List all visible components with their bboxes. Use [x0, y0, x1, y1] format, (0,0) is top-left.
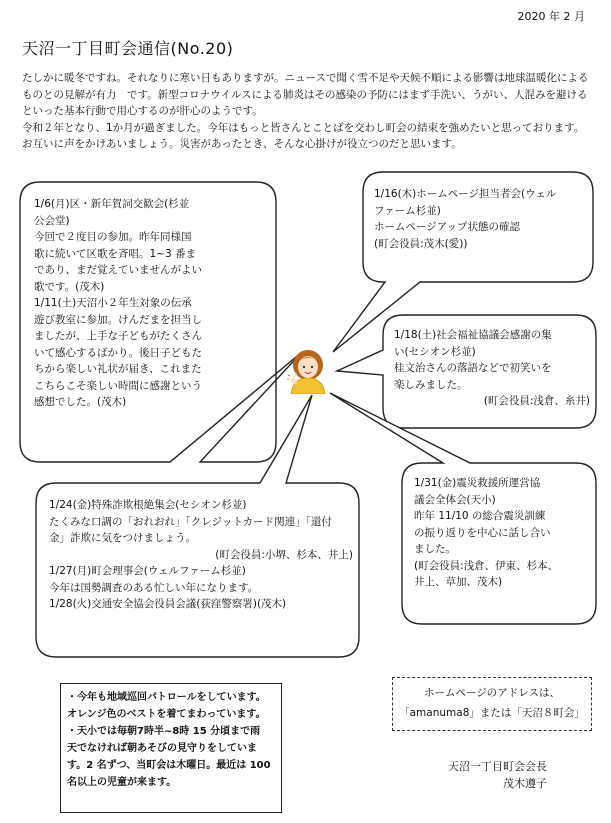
notice-line: ・今年も地域巡回パトロールをしています。 — [67, 692, 266, 703]
event-line: 遊び教室に参加。けんだまを担当し — [34, 313, 202, 326]
intro-paragraph: たしかに暖冬ですね。それなりに寒い日もありますが。ニュースで聞く雪不足や天候不順による影響は地球温暖化によるものとの見解が有力 です。新型コロナウイルスによる肺炎はその感染の予防にはまず手洗い、うがい、人混みを避けるといった基本行動で用心するのが肝心のようです。 — [22, 72, 589, 117]
event-line: ファーム杉並) — [374, 204, 441, 217]
notice-line: す。2 名ずつ、当町会は木曜日。最近は 100 — [67, 760, 271, 771]
event-line: 楽しみました。 — [394, 378, 468, 391]
woman-illustration — [285, 348, 331, 394]
signature — [448, 758, 547, 792]
event-line: 公会堂) — [34, 214, 70, 227]
patrol-notice-box — [60, 683, 282, 813]
event-line: 桂文治さんの落語などで初笑いを — [394, 362, 552, 374]
event-line: (町会役員:小堺、杉本、井上) — [215, 548, 353, 561]
event-line: 今回で２度目の参加。昨年同様国 — [34, 231, 192, 243]
event-line: の振り返りを中心に話し合い — [414, 526, 551, 539]
event-line: 金」詐欺に気をつけましょう。 — [49, 532, 196, 544]
event-line: 1/18(土)社会福祉協議会感謝の集 — [394, 329, 552, 341]
event-line: ちから楽しい礼状が届き、これまた — [34, 363, 202, 375]
homepage-address-box — [392, 677, 592, 731]
event-line: 1/11(土)天沼小２年生対象の伝承 — [34, 297, 192, 309]
event-line: 1/31(金)震災救援所運営協 — [414, 477, 541, 489]
intro-paragraph: 令和２年となり、1か月が過ぎました。今年はもっと皆さんとことばを交わし町会の結束を強めたいと思っております。お互いに声をかけあいましょう。災害があったとき、そんな心掛けが役立つのだと思います。 — [22, 121, 585, 150]
event-line: 歌です。(茂木) — [34, 280, 105, 293]
bubble-4-text — [49, 497, 353, 613]
event-line: いて感心するばかり。後日子どもた — [34, 346, 202, 359]
newsletter-title: 天沼一丁目町会通信(No.20) — [22, 39, 234, 58]
homepage-address: 「amanuma8」または「天沼８町会」 — [399, 707, 585, 719]
bubble-2-text — [374, 186, 590, 252]
event-line: (町会役員:茂木(愛)) — [374, 237, 468, 250]
event-line: こちらこそ楽しい時間に感謝という — [34, 379, 202, 392]
event-line: ましたが、上手な子どもがたくさん — [34, 330, 202, 342]
event-line: 1/16(木)ホームページ担当者会(ウェル — [374, 188, 557, 200]
event-line: 今年は国勢調査のある忙しい年になります。 — [49, 581, 259, 594]
signature-name: 茂木遵子 — [503, 777, 547, 790]
event-line: 感想でした。(茂木) — [34, 396, 127, 408]
event-line: たくみな口調の「おれおれ」「クレジットカード関連」「還付 — [49, 515, 332, 528]
event-line: い(セシオン杉並) — [394, 345, 476, 358]
event-line: (町会役員:浅倉、糸井) — [483, 395, 590, 407]
event-line: 議会全体会(天小) — [414, 493, 496, 506]
bubble-5-text — [414, 475, 592, 591]
event-line: 1/24(金)特殊詐欺根絶集会(セシオン杉並) — [49, 499, 247, 511]
signature-role: 天沼一丁目町会会長 — [448, 760, 547, 773]
event-line: 1/6(月)区・新年賀詞交歓会(杉並 — [34, 198, 190, 210]
event-line: (町会役員:浅倉、伊東、杉本、 — [414, 559, 559, 572]
notice-line: オレンジ色のベストを着てまわっています。 — [67, 709, 266, 720]
notice-line: ・天小では毎朝7時半~8時 15 分頃まで雨 — [67, 726, 261, 737]
homepage-label: ホームページのアドレスは、 — [424, 687, 560, 699]
event-line: ホームページアップ状態の確認 — [374, 221, 521, 233]
notice-line: 名以上の児童が来ます。 — [67, 777, 177, 788]
notice-line: 天でなければ朝あそびの見守りをしていま — [67, 743, 257, 754]
event-line: 昨年 11/10 の総合震災訓練 — [414, 510, 546, 522]
event-line: 井上、草加、茂木) — [414, 576, 503, 588]
event-line: 1/28(火)交通安全協会役員会議(荻窪警察署)(茂木) — [49, 598, 287, 610]
event-line: 歌に続いて区歌を斉唱。1~3 番ま — [34, 247, 196, 260]
event-line: であり、まだ覚えていませんがよい — [34, 264, 202, 276]
event-line: ました。 — [414, 543, 456, 555]
issue-date: 2020 年 2 月 — [517, 10, 585, 23]
bubble-1-text — [34, 196, 270, 411]
event-line: 1/27(月)町会理事会(ウェルファーム杉並) — [49, 565, 246, 577]
bubble-3-text — [394, 327, 590, 410]
